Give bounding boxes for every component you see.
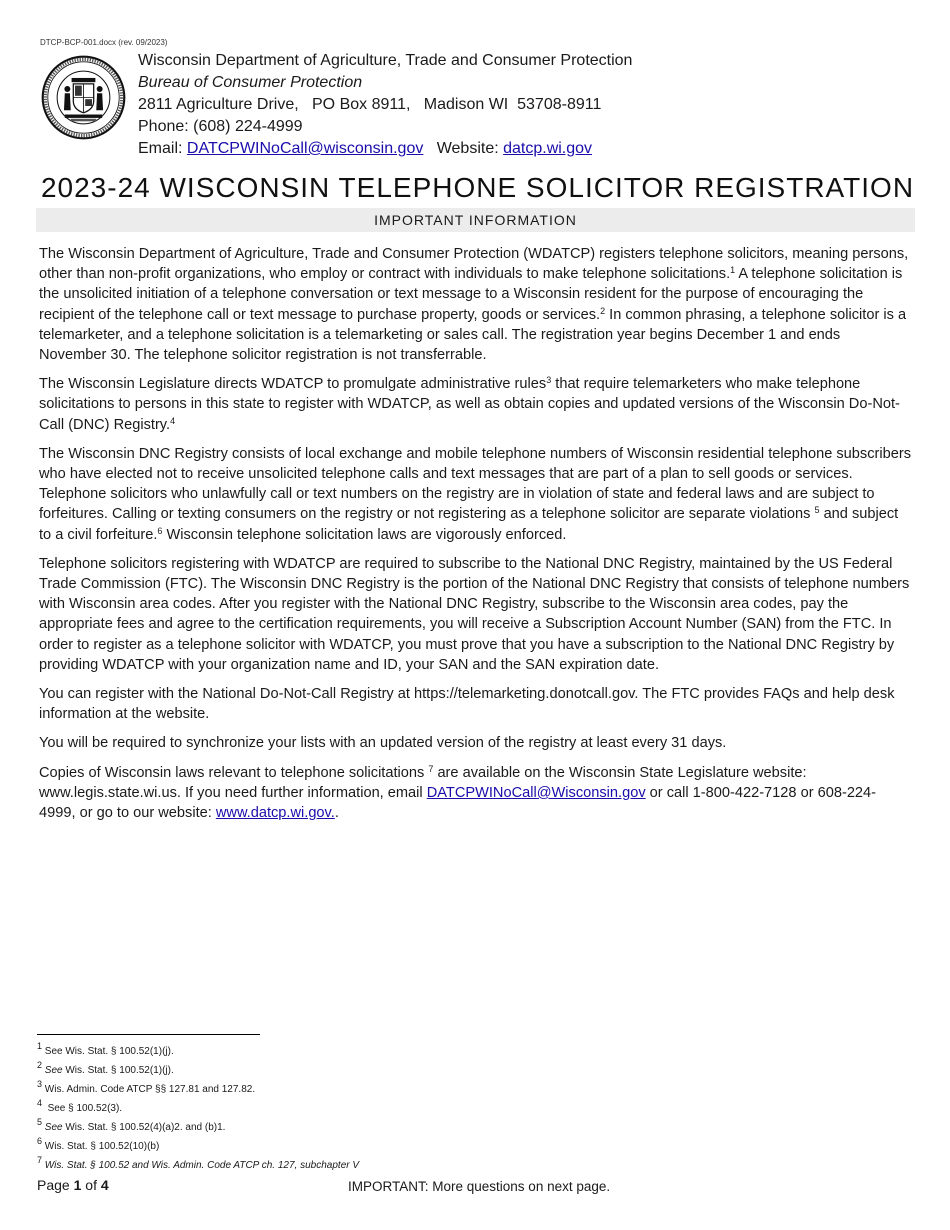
footnote-ref: 5 (814, 505, 820, 516)
footnote-number: 2 (37, 1060, 43, 1070)
footnote-number: 1 (37, 1041, 43, 1051)
footnote-italic: See (42, 1065, 63, 1076)
text-span: Wisconsin telephone solicitation laws are vigorously enforced. (162, 526, 567, 543)
text-span: The Wisconsin Legislature directs WDATCP to promulgate administrative rules (39, 376, 547, 393)
footnote-ref: 6 (157, 525, 163, 536)
footnote-number: 4 (37, 1098, 43, 1108)
website-label: Website: (436, 140, 504, 157)
paragraph (39, 763, 911, 824)
text-span: A telephone solicitation is the unsolicited initiation of a telephone conversation or text message to a Wisconsin resident for the purpose of encouraging the recipient of the telephone call or text message to purchase property, goods or services. (39, 266, 903, 323)
contact-email-link[interactable]: DATCPWINoCall@Wisconsin.gov (426, 784, 646, 801)
agency-block (138, 50, 632, 160)
footnote (37, 1137, 359, 1156)
footnote-ref: 2 (600, 305, 606, 316)
footnote-ref: 7 (428, 763, 434, 774)
footnote-number: 7 (37, 1155, 43, 1165)
agency-contact-line (138, 138, 632, 160)
footnote-text: See Wis. Stat. § 100.52(1)(j). (42, 1046, 174, 1057)
bureau-name: Bureau of Consumer Protection (138, 74, 363, 91)
paragraph: Telephone solicitors registering with WDATCP are required to subscribe to the National DNC Registry, maintained by the US Federal Trade Commission (FTC). The Wisconsin DNC Registry is the portion of the National DNC Registry that consists of telephone numbers with Wisconsin area codes. After you register with the National DNC Registry, subscribe to the Wisconsin area codes, pay the appropriate fees and agree to the certification requirements, you will receive a Subscription Account Number (SAN) from the FTC. In order to register as a telephone solicitor with WDATCP, you must prove that you have a subscription to the National DNC Registry by providing WDATCP with your organization name and ID, your SAN and the SAN expiration date. (39, 555, 910, 673)
text-span: and subject to a civil forfeiture. (39, 506, 899, 543)
paragraph (39, 374, 911, 435)
page-current: 1 (73, 1177, 82, 1193)
footnote-number: 5 (37, 1117, 43, 1127)
agency-address: 2811 Agriculture Drive, PO Box 8911, Madison WI 53708-8911 (138, 96, 602, 113)
important-note: IMPORTANT: More questions on next page. (348, 1179, 611, 1194)
paragraph (39, 244, 911, 365)
text-span: Copies of Wisconsin laws relevant to telephone solicitations (39, 764, 429, 781)
paragraph (39, 444, 911, 545)
state-seal-logo (41, 55, 126, 140)
footnote-number: 3 (37, 1079, 43, 1089)
footnote-text: Wis. Stat. § 100.52(1)(j). (62, 1065, 174, 1076)
text-span: are available on the Wisconsin State Legislature website: www.legis.state.wi.us. If you need further information, email (39, 764, 807, 801)
footnote-italic: See (42, 1122, 63, 1133)
footnote-ref: 1 (730, 265, 736, 276)
footnote-text: See § 100.52(3). (42, 1103, 123, 1114)
form-id: DTCP-BCP-001.docx (rev. 09/2023) (40, 38, 168, 47)
website-link[interactable]: datcp.wi.gov (503, 140, 593, 157)
datcp-website-link[interactable]: www.datcp.wi.gov. (215, 805, 335, 822)
footnote-text: Wis. Stat. § 100.52(10)(b) (42, 1141, 160, 1152)
text-span: or call 1-800-422-7128 or 608-224-4999, or go to our website: (39, 784, 877, 822)
footnote (37, 1118, 359, 1137)
footnote-separator (37, 1034, 260, 1035)
footnote-ref: 4 (170, 415, 176, 426)
page-total: 4 (100, 1177, 109, 1193)
text-span: that require telemarketers who make telephone solicitations to persons in this state to register with WDATCP, as well as obtain copies and updated versions of the Wisconsin Do-Not-Call (DNC) Registry. (39, 376, 900, 433)
footnote (37, 1080, 359, 1099)
agency-name: Wisconsin Department of Agriculture, Trade and Consumer Protection (138, 52, 633, 69)
email-label: Email: (138, 140, 187, 157)
footnote-ref: 3 (546, 375, 552, 386)
footnote-number: 6 (37, 1136, 43, 1146)
text-span: The Wisconsin DNC Registry consists of local exchange and mobile telephone numbers of Wisconsin residential telephone subscribers who have elected not to receive unsolicited telephone calls and text messages that are part of a plan to sell goods or services. Telephone solicitors who unlawfully call or text numbers on the registry are in violation of state and federal laws and are subject to forfeitures. Calling or texting consumers on the registry or not registering as a telephone solicitor are separate violations (39, 445, 911, 523)
footnote (37, 1099, 359, 1118)
page-of: of (81, 1177, 101, 1193)
footnote-italic: Wis. Stat. § 100.52 and Wis. Admin. Code ATCP ch. 127, subchapter V (42, 1160, 360, 1171)
page-number (37, 1177, 109, 1193)
footnote-text: Wis. Admin. Code ATCP §§ 127.81 and 127.82. (42, 1084, 256, 1095)
agency-phone: Phone: (608) 224-4999 (138, 118, 303, 135)
document-title: 2023-24 WISCONSIN TELEPHONE SOLICITOR REGISTRATION (40, 172, 915, 203)
footnote (37, 1042, 359, 1061)
email-link[interactable]: DATCPWINoCall@wisconsin.gov (186, 140, 424, 157)
body-text (39, 244, 911, 832)
paragraph: You will be required to synchronize your lists with an updated version of the registry at least every 31 days. (39, 735, 727, 752)
page-label: Page (37, 1177, 74, 1193)
footnote (37, 1061, 359, 1080)
footnotes (37, 1042, 359, 1175)
footnote (37, 1156, 359, 1175)
text-span: . (334, 805, 339, 822)
text-span: In common phrasing, a telephone solicitor is a telemarketer, and a telephone solicitation is a telemarketing or sales call. The registration year begins December 1 and ends November 30. The telephone solicitor registration is not transferrable. (39, 306, 907, 364)
section-banner: IMPORTANT INFORMATION (36, 208, 915, 232)
text-span: The Wisconsin Department of Agriculture, Trade and Consumer Protection (WDATCP) registers telephone solicitors, meaning persons, other than non-profit organizations, who employ or contract with individuals to make telephone solicitations. (39, 246, 909, 283)
paragraph: You can register with the National Do-Not-Call Registry at https://telemarketing.donotcall.gov. The FTC provides FAQs and help desk information at the website. (39, 686, 895, 723)
footnote-text: Wis. Stat. § 100.52(4)(a)2. and (b)1. (62, 1122, 226, 1133)
